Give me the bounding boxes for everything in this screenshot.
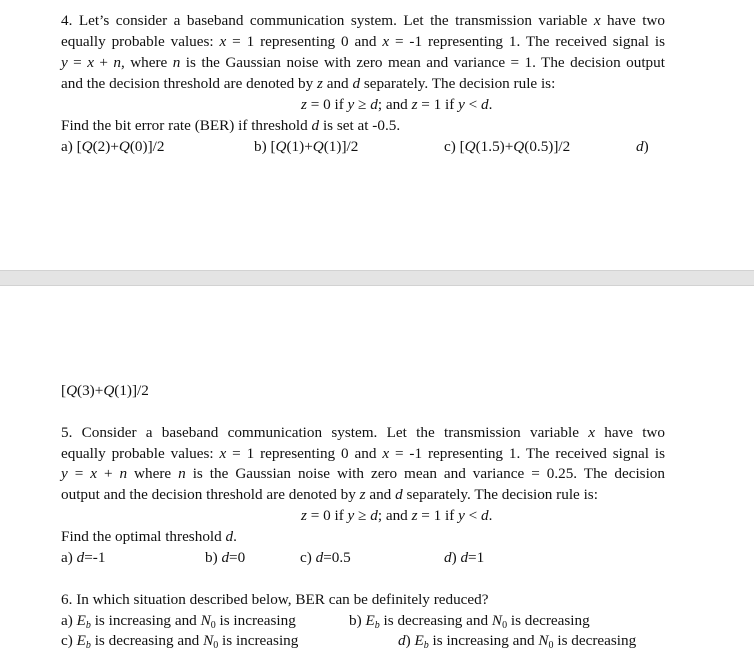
q4-option-d: [Q(3)+Q(1)]/2 (61, 382, 149, 399)
q4-line-4: and the decision threshold are denoted by z and d separately. The decision rule is: (61, 75, 556, 92)
q4-line-1: 4. Let’s consider a baseband communication system. Let the transmission variable x have two (61, 12, 665, 29)
page-1 (0, 0, 754, 270)
q4-line-2: equally probable values: x = 1 representing 0 and x = -1 representing 1. The received signal is (61, 33, 666, 50)
q6-option-c: c) $E_b$ is decreasing and $N_0$ is increasing (61, 632, 299, 651)
q4-option-a: a) [Q(2)+Q(0)]/2 (61, 138, 165, 155)
q4-option-b: b) [Q(1)+Q(1)]/2 (254, 138, 359, 155)
q5-line-4: output and the decision threshold are denoted by z and d separately. The decision rule is: (61, 486, 598, 503)
q5-option-d: d) d=1 (444, 549, 485, 566)
q5-line-1: 5. Consider a baseband communication system. Let the transmission variable x have two (61, 424, 665, 441)
q4-decision-rule: z = 0 if y ≥ d; and z = 1 if y < d. (301, 96, 493, 113)
q5-line-3: y = x + n where n is the Gaussian noise with zero mean and variance = 0.25. The decision (61, 465, 665, 482)
q6-option-d: d) $E_b$ is increasing and $N_0$ is decreasing (398, 632, 637, 651)
q5-question: Find the optimal threshold d. (61, 528, 237, 545)
q5-line-2: equally probable values: x = 1 representing 0 and x = -1 representing 1. The received signal is (61, 445, 666, 462)
q4-line-3: y = x + n, where n is the Gaussian noise with zero mean and variance = 1. The decision output (61, 54, 665, 71)
q4-option-c: c) [Q(1.5)+Q(0.5)]/2 (444, 138, 571, 155)
q6-option-b: b) $E_b$ is decreasing and $N_0$ is decreasing (349, 612, 590, 631)
q5-option-b: b) d=0 (205, 549, 246, 566)
q5-option-a: a) d=-1 (61, 549, 106, 566)
page-break (0, 270, 754, 286)
q4-question: Find the bit error rate (BER) if threshold d is set at -0.5. (61, 117, 401, 134)
q6-option-a: a) $E_b$ is increasing and $N_0$ is increasing (61, 612, 296, 631)
q4-option-d-label: d) (636, 138, 649, 155)
q5-decision-rule: z = 0 if y ≥ d; and z = 1 if y < d. (301, 507, 493, 524)
q5-option-c: c) d=0.5 (300, 549, 351, 566)
page-2 (0, 286, 754, 658)
q6-question: 6. In which situation described below, BER can be definitely reduced? (61, 591, 489, 608)
